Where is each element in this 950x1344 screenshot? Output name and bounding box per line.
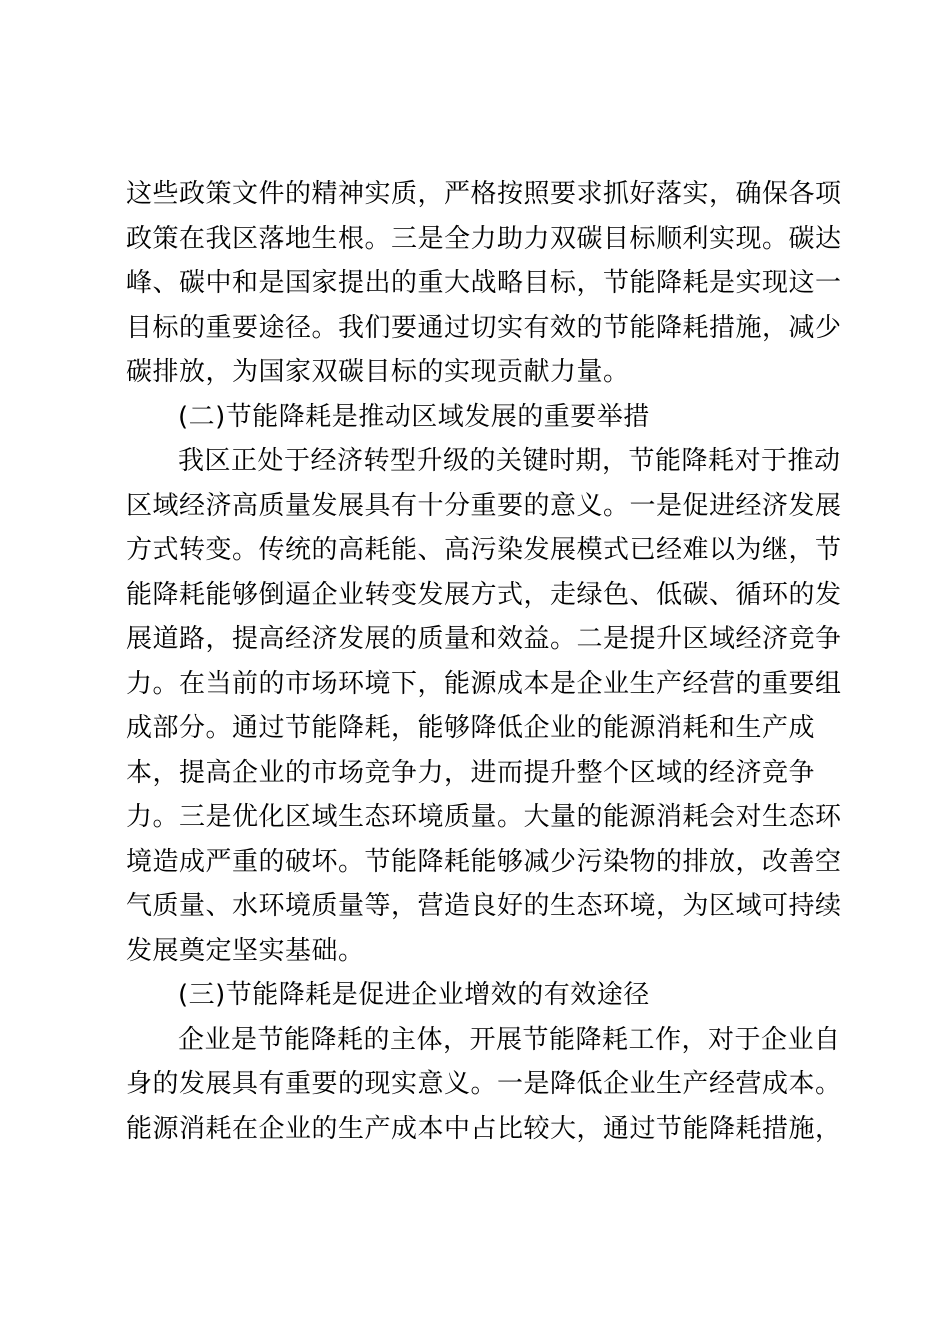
body-text — [126, 172, 842, 1151]
text-line: 展道路，提高经济发展的质量和效益。二是提升区域经济竞争 — [126, 624, 842, 654]
section-heading-2: (二)节能降耗是推动区域发展的重要举措 — [178, 401, 650, 432]
text-line: 区域经济高质量发展具有十分重要的意义。一是促进经济发展 — [126, 490, 842, 521]
text-line: 能降耗能够倒逼企业转变发展方式，走绿色、低碳、循环的发 — [126, 579, 842, 610]
paragraph-start: 企业是节能降耗的主体，开展节能降耗工作，对于企业自 — [178, 1024, 841, 1055]
text-line: 本，提高企业的市场竞争力，进而提升整个区域的经济竞争 — [126, 757, 816, 788]
text-line: 这些政策文件的精神实质，严格按照要求抓好落实，确保各项 — [126, 179, 842, 209]
text-line: 目标的重要途径。我们要通过切实有效的节能降耗措施，减少 — [126, 312, 842, 343]
text-line: 身的发展具有重要的现实意义。一是降低企业生产经营成本。 — [126, 1069, 842, 1099]
text-line: 峰、碳中和是国家提出的重大战略目标，节能降耗是实现这一 — [126, 268, 842, 298]
text-line: 发展奠定坚实基础。 — [126, 935, 365, 966]
text-line: 气质量、水环境质量等，营造良好的生态环境，为区域可持续 — [126, 891, 842, 921]
text-line: 力。在当前的市场环境下，能源成本是企业生产经营的重要组 — [126, 668, 842, 699]
text-line: 政策在我区落地生根。三是全力助力双碳目标顺利实现。碳达 — [126, 223, 842, 254]
text-line: 能源消耗在企业的生产成本中占比较大，通过节能降耗措施， — [126, 1113, 842, 1144]
text-line: 成部分。通过节能降耗，能够降低企业的能源消耗和生产成 — [126, 713, 816, 743]
text-line: 境造成严重的破坏。节能降耗能够减少污染物的排放，改善空 — [126, 846, 842, 877]
text-line: 碳排放，为国家双碳目标的实现贡献力量。 — [126, 357, 630, 387]
section-heading-3: (三)节能降耗是促进企业增效的有效途径 — [178, 980, 650, 1010]
text-line: 方式转变。传统的高耗能、高污染发展模式已经难以为继，节 — [126, 535, 842, 565]
paragraph-start: 我区正处于经济转型升级的关键时期，节能降耗对于推动 — [178, 446, 841, 476]
text-line: 力。三是优化区域生态环境质量。大量的能源消耗会对生态环 — [126, 802, 842, 832]
